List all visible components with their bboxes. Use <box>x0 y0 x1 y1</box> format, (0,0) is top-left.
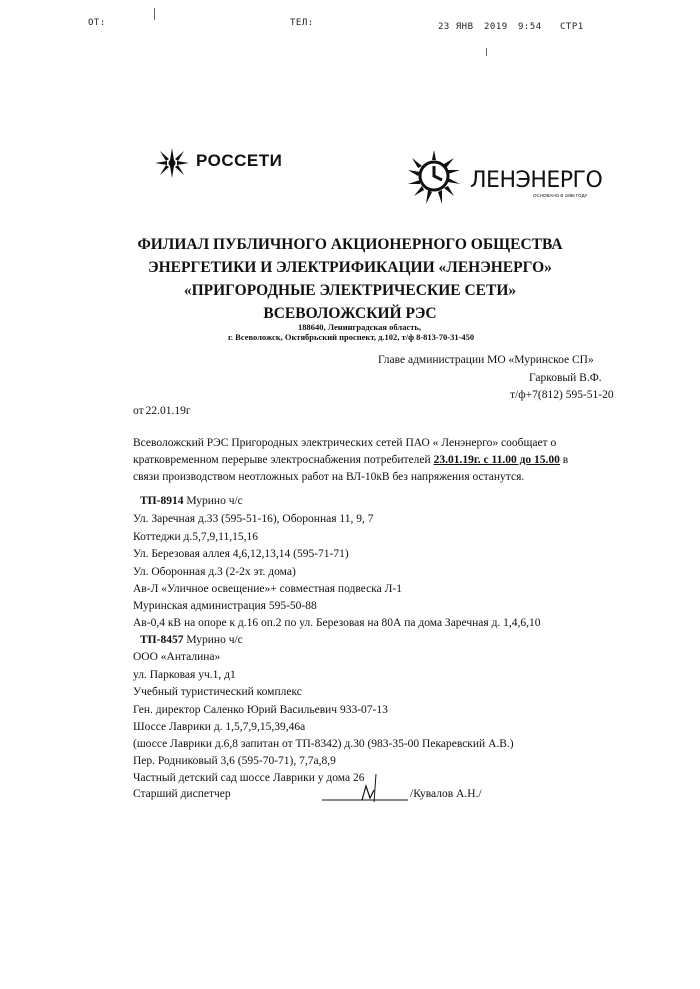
list-item: ТП-8457 Мурино ч/с <box>140 634 243 646</box>
address-line-2: г. Всеволожск, Октябрьский проспект, д.102, т/ф 8-813-70-31-450 <box>228 332 475 342</box>
signature-role: Старший диспетчер <box>133 788 231 800</box>
fax-tel-label: ТЕЛ: <box>290 18 314 28</box>
signature-name: /Кувалов А.Н./ <box>410 788 482 800</box>
fax-year: 2019 <box>484 22 508 32</box>
list-item: Пер. Родниковый 3,6 (595-70-71), 7,7а,8,9 <box>133 755 336 767</box>
address-line-1: 188640, Ленинградская область, <box>298 322 422 332</box>
outage-time: 23.01.19г. с 11.00 до 15.00 <box>433 454 560 466</box>
date-line <box>133 405 191 417</box>
list-item: ООО «Анталина» <box>133 651 221 663</box>
list-item: Ав-0,4 кВ на опоре к д.16 оп.2 по ул. Березовая на 80А па дома Заречная д. 1,4,6,10 <box>133 617 541 629</box>
fax-from-label: ОТ: <box>88 18 106 28</box>
list-item: Муринская администрация 595-50-88 <box>133 600 317 612</box>
fax-page: СТР1 <box>560 22 584 32</box>
intro-text-end: в <box>562 454 569 466</box>
list-item: Учебный туристический комплекс <box>133 686 302 698</box>
signature-scribble-icon <box>318 772 410 806</box>
letter-date: 22.01.19г <box>145 405 191 417</box>
scan-mark <box>486 48 487 56</box>
list-item: Шоссе Лаврики д. 1,5,7,9,15,39,46а <box>133 721 306 733</box>
heading-line-2: ЭНЕРГЕТИКИ И ЭЛЕКТРИФИКАЦИИ «ЛЕНЭНЕРГО» <box>148 259 552 276</box>
heading-line-1: ФИЛИАЛ ПУБЛИЧНОГО АКЦИОНЕРНОГО ОБЩЕСТВА <box>137 236 563 253</box>
list-item: ул. Парковая уч.1, д1 <box>133 669 236 681</box>
rosseti-logo-icon <box>152 146 192 180</box>
body-intro-line-1: Всеволожский РЭС Пригородных электрических сетей ПАО « Ленэнерго» сообщает о <box>133 437 557 449</box>
list-item: Частный детский сад шоссе Лаврики у дома 26 <box>133 772 365 784</box>
recipient-line-1: Главе администрации МО «Муринское СП» <box>378 354 594 366</box>
date-prefix: от <box>133 405 144 417</box>
list-item: Ул. Оборонная д.3 (2-2х эт. дома) <box>133 566 296 578</box>
list-item: (шоссе Лаврики д.6,8 запитан от ТП-8342) д.30 (983-35-00 Пекаревский А.В.) <box>133 738 514 750</box>
intro-text: кратковременном перерыве электроснабжения потребителей <box>133 454 431 466</box>
body-intro-line-3: связи производством неотложных работ на ВЛ-10кВ без напряжения останутся. <box>133 471 525 483</box>
heading-line-3: «ПРИГОРОДНЫЕ ЭЛЕКТРИЧЕСКИЕ СЕТИ» <box>183 282 517 299</box>
recipient-line-2: Гарковый В.Ф. <box>529 372 602 384</box>
body-intro-line-2 <box>133 454 568 466</box>
recipient-line-3: т/ф+7(812) 595-51-20 <box>510 389 614 401</box>
rosseti-logo-text: РОССЕТИ <box>196 151 283 170</box>
lenenergo-tagline: ОСНОВАНО В 1886 ГОДУ <box>533 193 588 198</box>
scan-mark <box>154 8 155 20</box>
fax-time: 9:54 <box>518 22 542 32</box>
list-item: Ул. Заречная д.33 (595-51-16), Оборонная 11, 9, 7 <box>133 513 374 525</box>
list-item: Коттеджи д.5,7,9,11,15,16 <box>133 531 258 543</box>
lenenergo-logo-icon <box>398 144 470 210</box>
list-item: Ав-Л «Уличное освещение»+ совместная подвеска Л-1 <box>133 583 402 595</box>
list-item: Ул. Березовая аллея 4,6,12,13,14 (595-71-71) <box>133 548 349 560</box>
heading-line-4: ВСЕВОЛОЖСКИЙ РЭС <box>263 305 437 322</box>
lenenergo-logo-text: ЛЕНЭНЕРГО <box>470 168 603 193</box>
list-item: Ген. директор Саленко Юрий Васильевич 933-07-13 <box>133 704 388 716</box>
list-item: ТП-8914 Мурино ч/с <box>140 495 243 507</box>
fax-date: 23 ЯНВ <box>438 22 474 32</box>
